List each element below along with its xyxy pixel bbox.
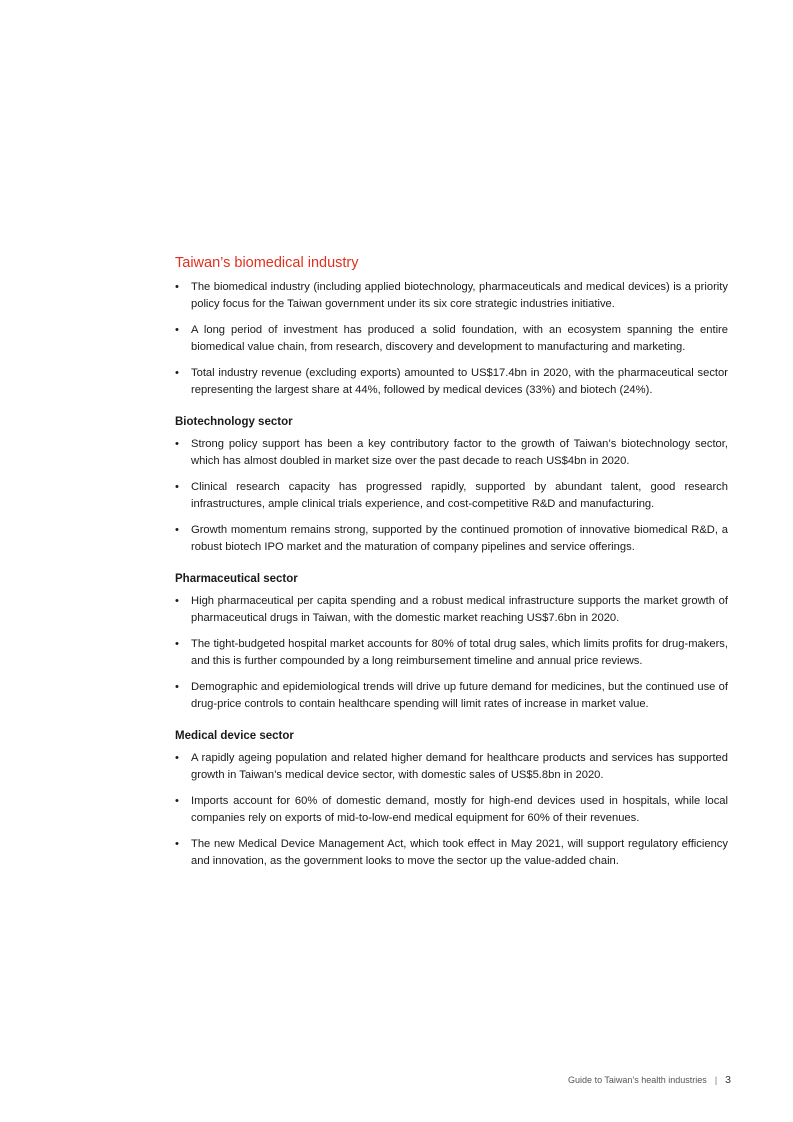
section-medical-device bbox=[175, 730, 728, 869]
section-pharmaceutical bbox=[175, 573, 728, 712]
bullet-icon: • bbox=[175, 681, 179, 693]
bullet-icon: • bbox=[175, 595, 179, 607]
list-item: • The tight-budgeted hospital market accounts for 80% of total drug sales, which limits profits for drug-makers, and this is further compounded by a long reimbursement timeline and annual price reviews. bbox=[175, 638, 728, 667]
bullet-icon: • bbox=[175, 481, 179, 493]
bullet-icon: • bbox=[175, 324, 179, 336]
footer-separator: | bbox=[714, 1075, 718, 1085]
section-heading: Pharmaceutical sector bbox=[175, 573, 298, 585]
list-item: • High pharmaceutical per capita spending and a robust medical infrastructure supports the market growth of pharmaceutical drugs in Taiwan, with the domestic market reaching US$7.6bn in 2020. bbox=[175, 595, 728, 624]
section-heading: Biotechnology sector bbox=[175, 416, 293, 428]
section-biotechnology bbox=[175, 416, 728, 555]
bullet-icon: • bbox=[175, 524, 179, 536]
list-item: • Imports account for 60% of domestic demand, mostly for high-end devices used in hospitals, while local companies rely on exports of mid-to-low-end medical equipment for 60% of their revenues. bbox=[175, 795, 728, 824]
list-item: • Total industry revenue (excluding exports) amounted to US$17.4bn in 2020, with the pharmaceutical sector representing the largest share at 44%, followed by medical devices (33%) and biotech (24%). bbox=[175, 367, 728, 396]
bullet-list bbox=[175, 436, 728, 555]
section-heading: Medical device sector bbox=[175, 730, 294, 742]
page-number: 3 bbox=[725, 1074, 731, 1086]
footer-guide-title: Guide to Taiwan’s health industries bbox=[568, 1075, 707, 1085]
list-item: • The biomedical industry (including applied biotechnology, pharmaceuticals and medical devices) is a priority policy focus for the Taiwan government under its six core strategic industries initiative. bbox=[175, 281, 728, 310]
bullet-list bbox=[175, 750, 728, 869]
bullet-icon: • bbox=[175, 795, 179, 807]
page-title: Taiwan’s biomedical industry bbox=[175, 255, 359, 271]
main-content bbox=[175, 255, 728, 879]
bullet-list bbox=[175, 593, 728, 712]
list-item: • The new Medical Device Management Act, which took effect in May 2021, will support regulatory efficiency and innovation, as the government looks to move the sector up the value-added chain. bbox=[175, 838, 728, 867]
bullet-icon: • bbox=[175, 838, 179, 850]
bullet-icon: • bbox=[175, 281, 179, 293]
bullet-icon: • bbox=[175, 752, 179, 764]
list-item: • A rapidly ageing population and related higher demand for healthcare products and services has supported growth in Taiwan’s medical device sector, with domestic sales of US$5.8bn in 2020. bbox=[175, 752, 728, 781]
list-item: • Clinical research capacity has progressed rapidly, supported by abundant talent, good research infrastructures, ample clinical trials experience, and cost-competitive R&D and manufacturing. bbox=[175, 481, 728, 510]
bullet-icon: • bbox=[175, 638, 179, 650]
list-item: • Strong policy support has been a key contributory factor to the growth of Taiwan’s biotechnology sector, which has almost doubled in market size over the past decade to reach US$4bn in 2020. bbox=[175, 438, 728, 467]
list-item: • Demographic and epidemiological trends will drive up future demand for medicines, but the continued use of drug-price controls to contain healthcare spending will limit rates of increase in market value. bbox=[175, 681, 728, 710]
bullet-icon: • bbox=[175, 367, 179, 379]
list-item: • A long period of investment has produced a solid foundation, with an ecosystem spanning the entire biomedical value chain, from research, discovery and development to manufacturing and marketing. bbox=[175, 324, 728, 353]
list-item: • Growth momentum remains strong, supported by the continued promotion of innovative biomedical R&D, a robust biotech IPO market and the maturation of company pipelines and service offerings. bbox=[175, 524, 728, 553]
intro-bullet-list bbox=[175, 279, 728, 398]
page-footer bbox=[568, 1074, 731, 1086]
bullet-icon: • bbox=[175, 438, 179, 450]
